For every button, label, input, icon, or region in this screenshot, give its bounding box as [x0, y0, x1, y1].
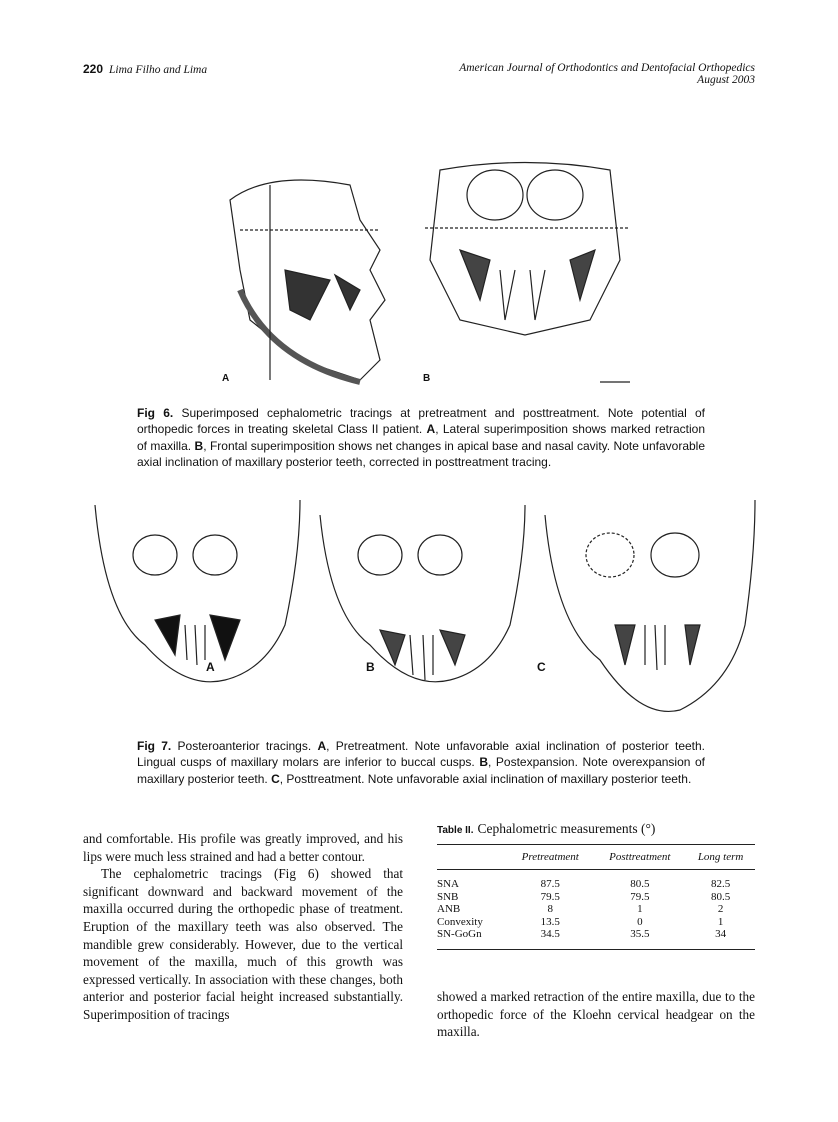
table-cell: SNA — [437, 878, 460, 890]
table-cell: 80.5 — [630, 878, 650, 890]
table-cell: 1 — [717, 915, 724, 928]
page-number: 220 — [83, 62, 104, 76]
fig6-caption-label: Fig 6. — [137, 406, 174, 420]
caption-panel-ref: C — [271, 771, 280, 786]
running-header-right — [459, 62, 755, 86]
fig6-image — [210, 160, 640, 392]
fig7-label-c: C — [537, 660, 546, 674]
caption-text: , Lateral superimposition shows marked retraction of maxilla. — [137, 422, 705, 453]
table-cell: 8 — [547, 903, 553, 915]
table-title: Cephalometric measurements (°) — [477, 821, 656, 836]
table-cell: 13.5 — [540, 915, 560, 928]
table-cell: Convexity — [437, 915, 483, 928]
table-cell: 82.5 — [710, 878, 731, 890]
paragraph: and comfortable. His profile was greatly improved, and his lips were much less strained and had a better contour. — [83, 831, 403, 864]
skull-tracing-a — [95, 500, 300, 682]
caption-text: , Posttreatment. Note unfavorable axial inclination of maxillary posterior teeth. — [279, 771, 692, 786]
column-header: Long term — [697, 851, 744, 863]
authors: Lima Filho and Lima — [109, 64, 208, 76]
fig7-image — [85, 495, 760, 727]
column-header: Pretreatment — [521, 851, 579, 863]
caption-panel-ref: A — [317, 739, 327, 753]
table-cell: 34.5 — [540, 928, 560, 940]
table-row — [437, 870, 755, 891]
fig6-label-b: B — [423, 373, 431, 384]
caption-text: , Pretreatment. Note unfavorable axial inclination of posterior teeth. Lingual cusps of maxillary molars are inferior to buccal cusps. — [137, 739, 706, 770]
table-cell: 2 — [717, 903, 724, 915]
table-row — [437, 903, 755, 916]
caption-panel-ref: B — [194, 438, 204, 453]
journal-name: American Journal of Orthodontics and Dentofacial Orthopedics — [459, 62, 755, 74]
column-header — [437, 845, 507, 870]
caption-text: Posteroanterior tracings. — [171, 739, 318, 753]
paragraph: The cephalometric tracings (Fig 6) showed that significant downward and backward movement of the maxilla occurred during the orthopedic phase of treatment. Eruption of the maxillary teeth was also observed. The mandible grew considerably. However, due to the vertical movement of the maxilla, much of this growth was expressed vertically. In association with these changes, both anterior and posterior facial height increased substantially. Superimposition of tracings — [83, 866, 403, 1022]
issue-date: August 2003 — [697, 74, 755, 86]
caption-panel-ref: A — [426, 422, 436, 437]
table-ii — [437, 820, 755, 950]
table-row — [437, 928, 755, 949]
table-label: Table II. — [437, 825, 474, 836]
fig6-caption — [137, 405, 705, 470]
fig7-caption — [137, 738, 705, 787]
fig6-label-a: A — [222, 373, 230, 384]
running-header-left — [83, 62, 207, 76]
caption-text: Superimposed cephalometric tracings at pretreatment and posttreatment. Note potential of orthopedic forces in treating skeletal Class II patient. — [137, 406, 705, 437]
table-cell: 87.5 — [540, 878, 560, 890]
table-cell: ANB — [437, 903, 461, 915]
fig7-label-b: B — [366, 660, 375, 674]
table-cell: 34 — [715, 928, 727, 940]
fig7-label-a: A — [206, 660, 215, 674]
paragraph: showed a marked retraction of the entire maxilla, due to the orthopedic force of the Kloehn cervical headgear on the maxilla. — [437, 989, 755, 1040]
table-cell: 35.5 — [630, 928, 650, 940]
fig7-caption-label: Fig 7. — [137, 739, 172, 753]
left-column — [83, 830, 403, 1024]
table-cell: 80.5 — [710, 890, 731, 903]
right-column — [437, 988, 755, 1041]
caption-text: , Frontal superimposition shows net changes in apical base and nasal cavity. Note unfavorable axial inclination of maxillary posterior teeth, corrected in posttreatment tracing. — [137, 438, 706, 469]
table-cell: 0 — [637, 915, 643, 928]
table-row — [437, 916, 755, 929]
caption-panel-ref: B — [479, 755, 488, 770]
column-header: Posttreatment — [609, 851, 671, 863]
table-cell: 79.5 — [540, 890, 560, 903]
caption-text: , Postexpansion. Note overexpansion of maxillary posterior teeth. — [137, 755, 706, 786]
table-cell: 79.5 — [630, 890, 650, 903]
table-cell: SNB — [437, 890, 459, 903]
skull-tracing-b — [320, 505, 525, 682]
skull-tracing-c — [545, 500, 755, 711]
table-cell: SN-GoGn — [437, 928, 482, 940]
table-cell: 1 — [637, 903, 643, 915]
table-row — [437, 891, 755, 904]
